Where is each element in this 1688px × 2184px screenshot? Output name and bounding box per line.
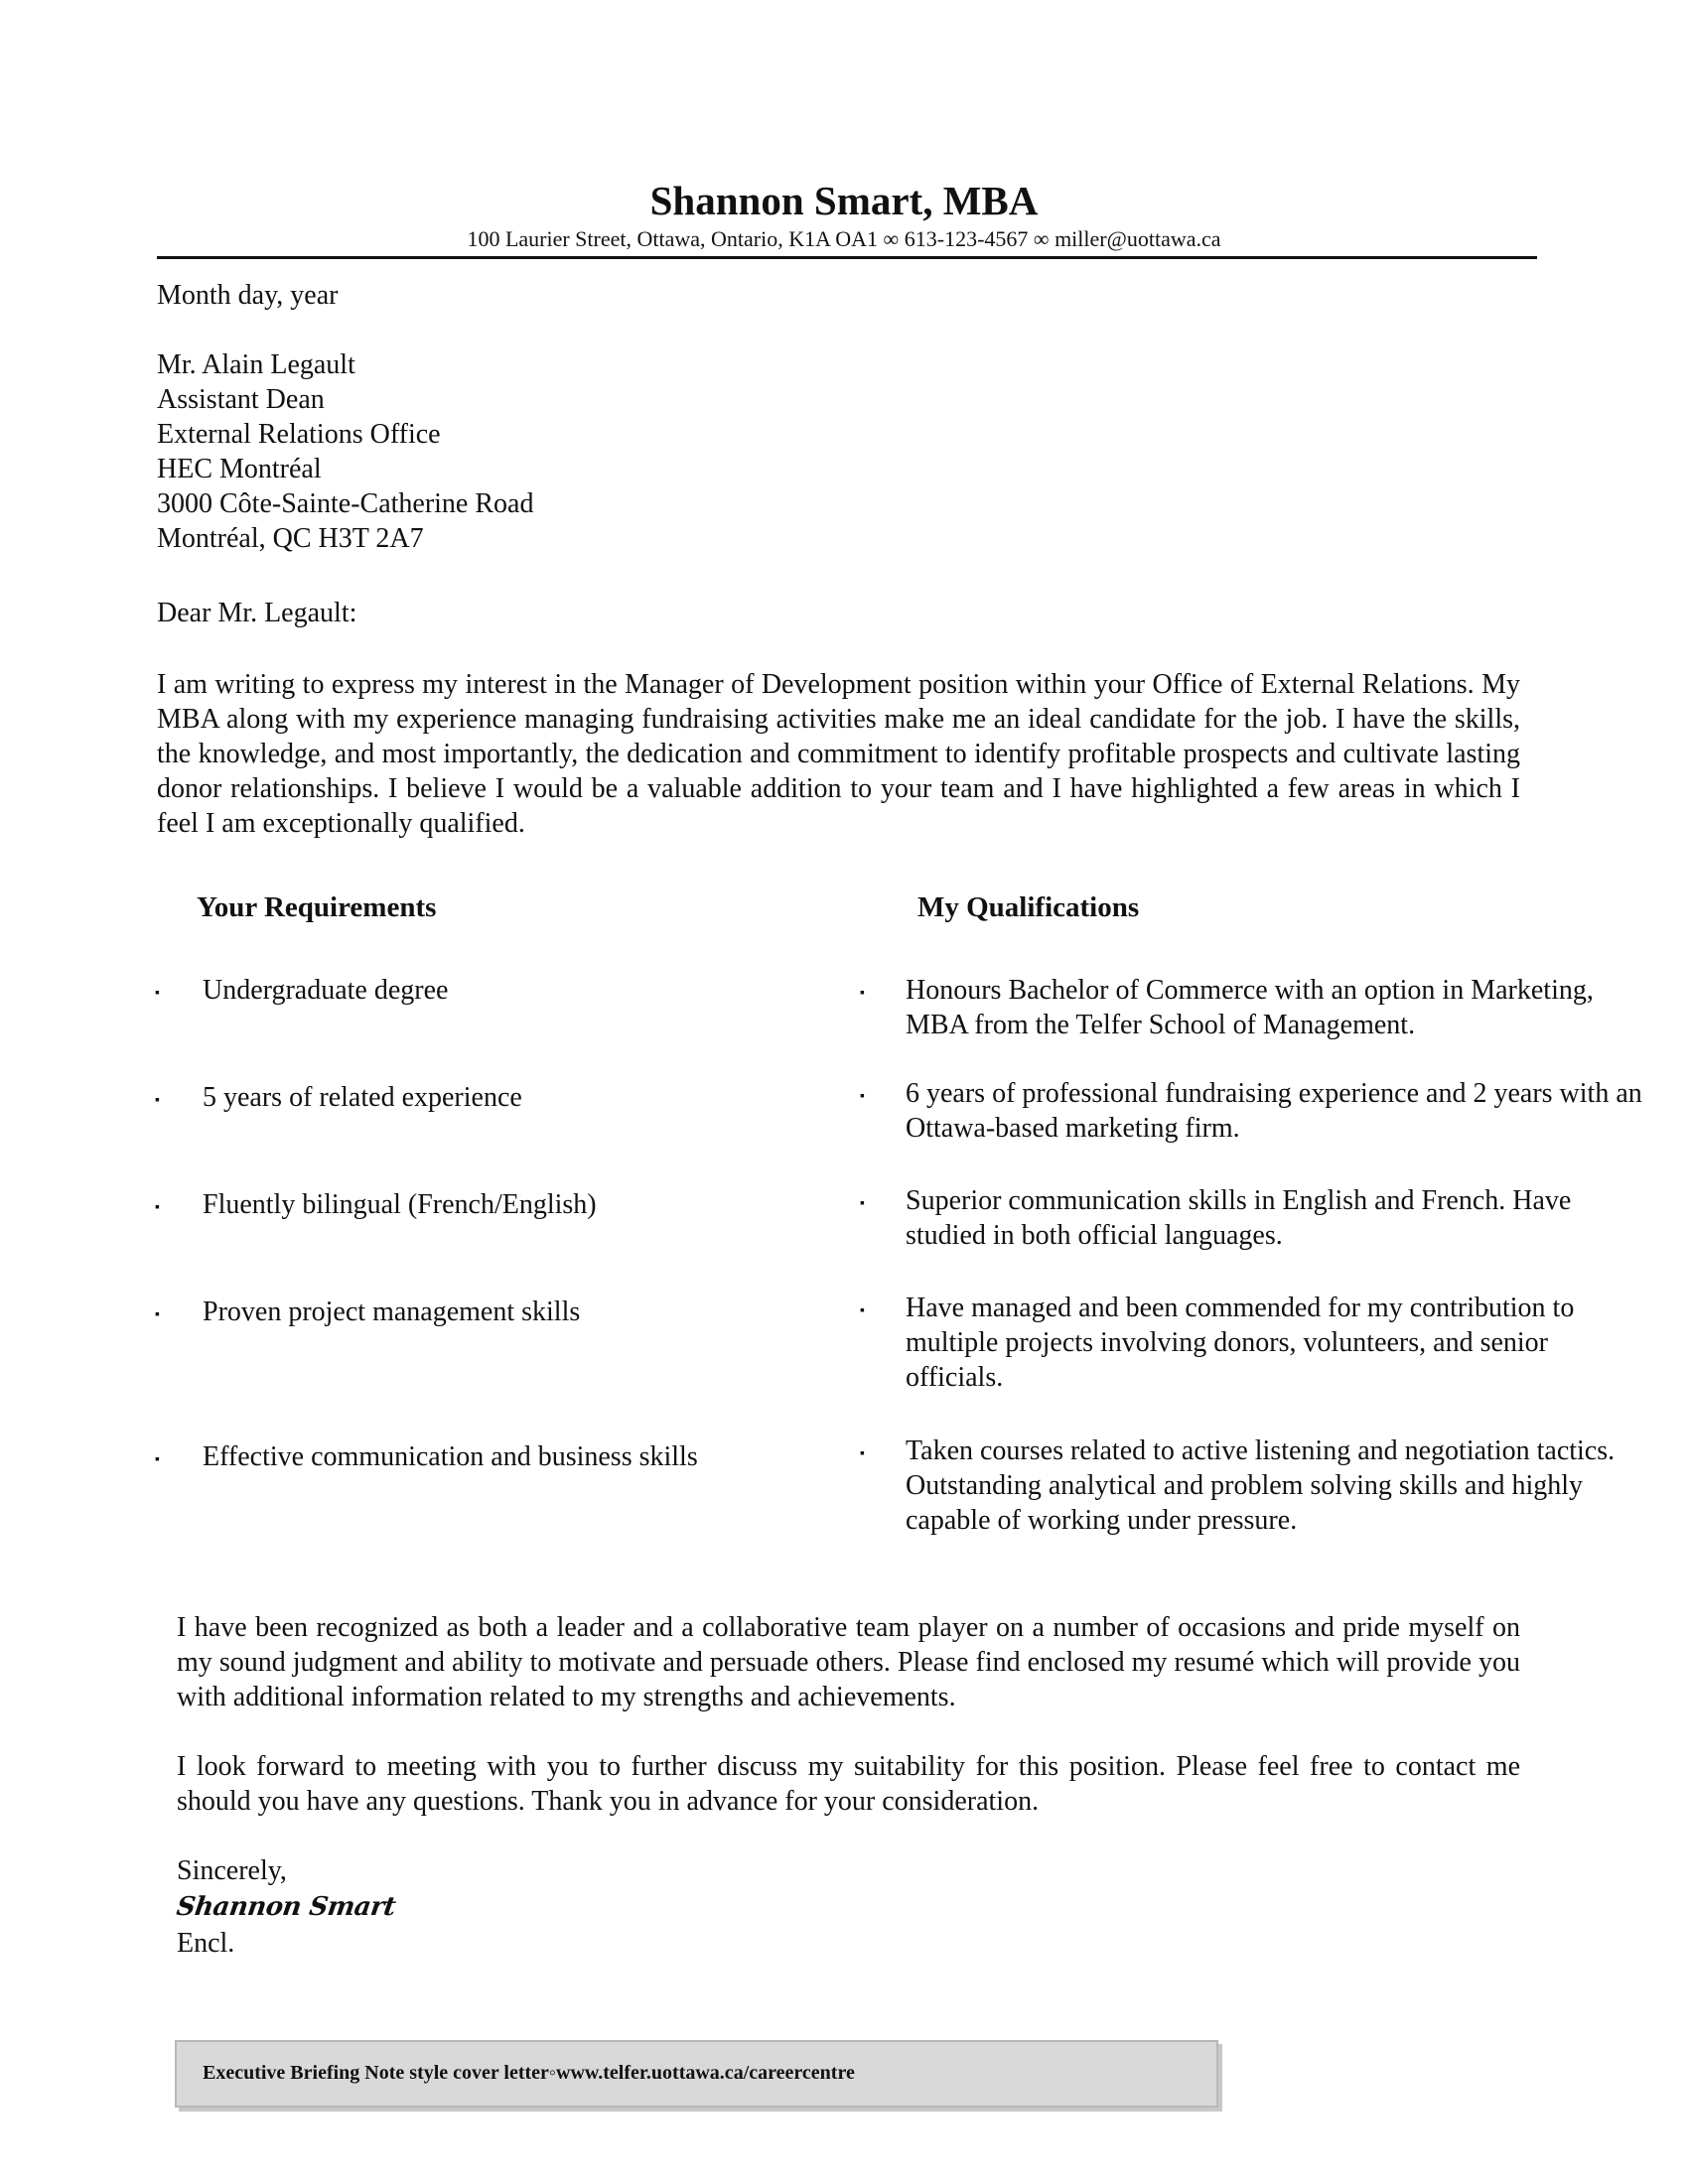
recipient-line: Assistant Dean: [157, 384, 325, 415]
recipient-line: Mr. Alain Legault: [157, 349, 355, 380]
bullet-icon: ▪: [155, 986, 160, 1001]
requirements-heading: Your Requirements: [197, 891, 437, 923]
salutation: Dear Mr. Legault:: [157, 598, 357, 628]
enclosure-note: Encl.: [177, 1928, 235, 1959]
qualification-item: 6 years of professional fundraising experience and 2 years with an Ottawa-based marketing firm.: [906, 1078, 1642, 1144]
footer-text: Executive Briefing Note style cover letter◦www.telfer.uottawa.ca/careercentre: [203, 2062, 855, 2084]
signature: Shannon Smart: [174, 1892, 398, 1922]
qualification-item: Have managed and been commended for my contribution to multiple projects involving donors, volunteers, and senior officials.: [906, 1293, 1575, 1393]
sign-off: Sincerely,: [177, 1855, 287, 1886]
bullet-icon: ▪: [155, 1452, 160, 1467]
recipient-line: HEC Montréal: [157, 454, 322, 484]
bullet-icon: ▪: [155, 1093, 160, 1108]
bullet-icon: ▪: [860, 1089, 865, 1104]
recipient-line: Montréal, QC H3T 2A7: [157, 523, 424, 554]
closing-paragraph: I look forward to meeting with you to further discuss my suitability for this position. Please feel free to contact me should you have any questions. Thank you in advance for your consideration.: [177, 1751, 1520, 1817]
intro-paragraph: I am writing to express my interest in the Manager of Development position within your Office of External Relations. My MBA along with my experience managing fundraising activities make me an ideal candidate for the job. I have the skills, the knowledge, and most importantly, the dedication and commitment to identify profitable prospects and cultivate lasting donor relationships. I believe I would be a valuable addition to your team and I have highlighted a few areas in which I feel I am exceptionally qualified.: [157, 669, 1520, 839]
bullet-icon: ▪: [860, 1446, 865, 1461]
requirement-item: Fluently bilingual (French/English): [203, 1189, 597, 1220]
bullet-icon: ▪: [155, 1200, 160, 1215]
sender-contact-line: 100 Laurier Street, Ottawa, Ontario, K1A OA1 ∞ 613-123-4567 ∞ miller@uottawa.ca: [467, 226, 1221, 251]
requirement-item: Effective communication and business skills: [203, 1441, 698, 1472]
footer-banner: [175, 2040, 1218, 2108]
bullet-icon: ▪: [860, 1196, 865, 1211]
qualifications-heading: My Qualifications: [917, 891, 1140, 923]
requirement-item: Proven project management skills: [203, 1297, 581, 1327]
sender-name: Shannon Smart, MBA: [649, 178, 1039, 223]
recipient-line: External Relations Office: [157, 419, 441, 450]
requirement-item: Undergraduate degree: [203, 975, 449, 1006]
bullet-icon: ▪: [155, 1307, 160, 1322]
qualification-item: Honours Bachelor of Commerce with an option in Marketing, MBA from the Telfer School of Management.: [906, 975, 1594, 1040]
bullet-icon: ▪: [860, 986, 865, 1001]
qualification-item: Superior communication skills in English and French. Have studied in both official languages.: [906, 1185, 1572, 1251]
header-divider: [157, 256, 1537, 259]
qualification-item: Taken courses related to active listening and negotiation tactics. Outstanding analytical and problem solving skills and highly capable of working under pressure.: [906, 1435, 1616, 1536]
bullet-icon: ▪: [860, 1303, 865, 1318]
closing-paragraph: I have been recognized as both a leader and a collaborative team player on a number of occasions and pride myself on my sound judgment and ability to motivate and persuade others. Please find enclosed my resumé which will provide you with additional information related to my strengths and achievements.: [177, 1612, 1520, 1712]
recipient-address: [157, 347, 533, 556]
requirement-item: 5 years of related experience: [203, 1082, 522, 1113]
recipient-line: 3000 Côte-Sainte-Catherine Road: [157, 488, 534, 519]
letter-date: Month day, year: [157, 280, 339, 311]
